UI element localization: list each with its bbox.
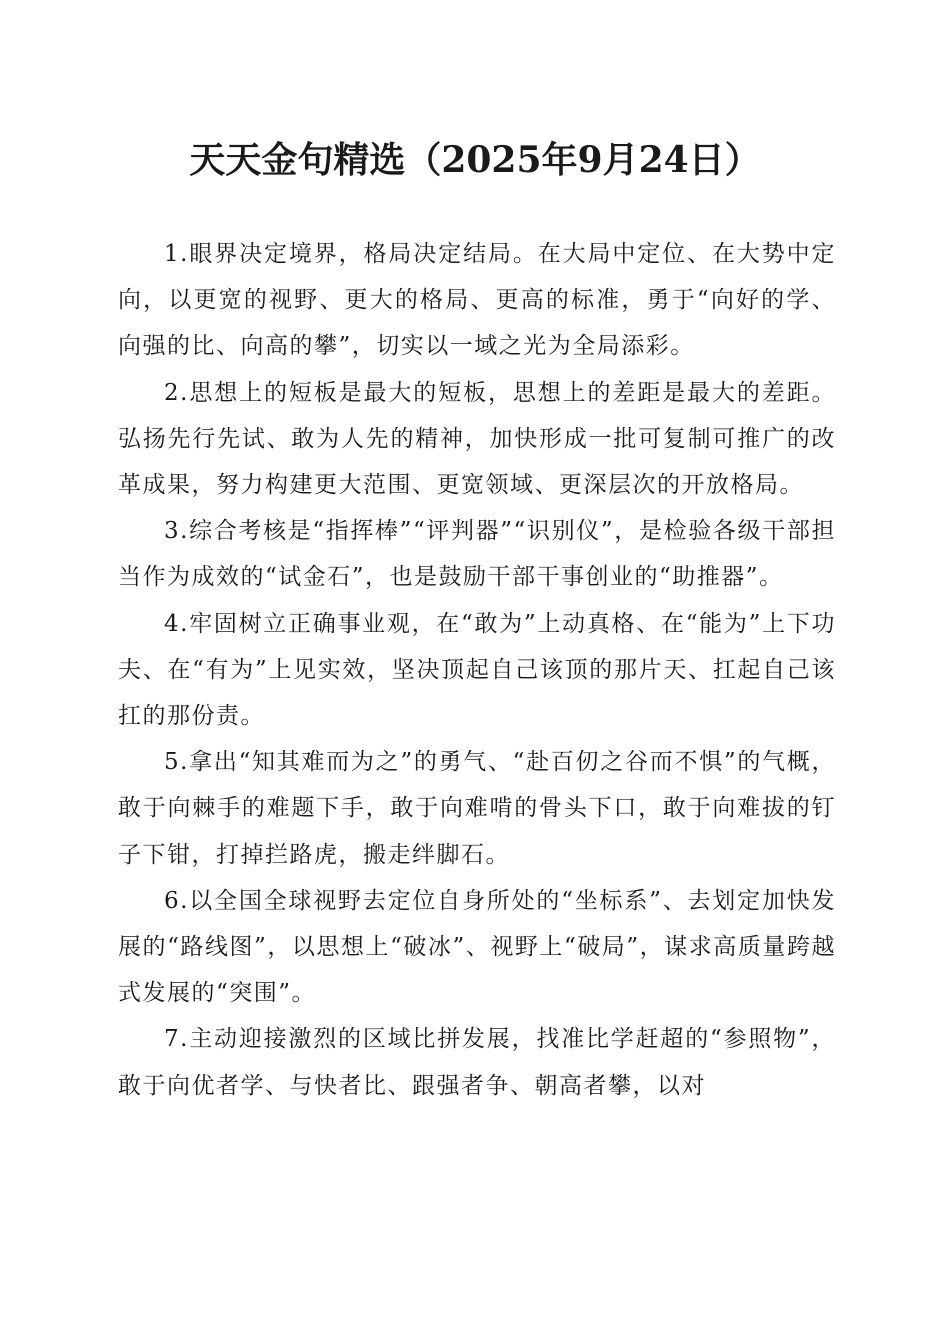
paragraph-5: 5.拿出“知其难而为之”的勇气、“赴百仞之谷而不惧”的气概，敢于向棘手的难题下手，敢于向难啃的骨头下口，敢于向难拔的钉子下钳，打掉拦路虎，搬走绊脚石。: [118, 749, 836, 868]
paragraph-4: 4.牢固树立正确事业观，在“敢为”上动真格、在“能为”上下功夫、在“有为”上见实效，坚决顶起自己该顶的那片天、扛起自己该扛的那份责。: [118, 610, 836, 730]
paragraph-1: 1.眼界决定境界，格局决定结局。在大局中定位、在大势中定向，以更宽的视野、更大的格局、更高的标准，勇于“向好的学、向强的比、向高的攀”，切实以一域之光为全局添彩。: [118, 241, 836, 360]
paragraph-3: 3.综合考核是“指挥棒”“评判器”“识别仪”，是检验各级干部担当作为成效的“试金石”，也是鼓励干部干事创业的“助推器”。: [118, 518, 836, 591]
paragraph-2: 2.思想上的短板是最大的短板，思想上的差距是最大的差距。弘扬先行先试、敢为人先的精神，加快形成一批可复制可推广的改革成果，努力构建更大范围、更宽领域、更深层次的开放格局。: [118, 379, 836, 499]
paragraph-6: 6.以全国全球视野去定位自身所处的“坐标系”、去划定加快发展的“路线图”，以思想上“破冰”、视野上“破局”，谋求高质量跨越式发展的“突围”。: [118, 887, 836, 1007]
document-title: 天天金句精选（2025年9月24日）: [189, 139, 761, 181]
document-body: [118, 231, 836, 1109]
paragraph-7: 7.主动迎接激烈的区域比拼发展，找准比学赶超的“参照物”，敢于向优者学、与快者比、跟强者争、朝高者攀，以对: [118, 1026, 836, 1099]
